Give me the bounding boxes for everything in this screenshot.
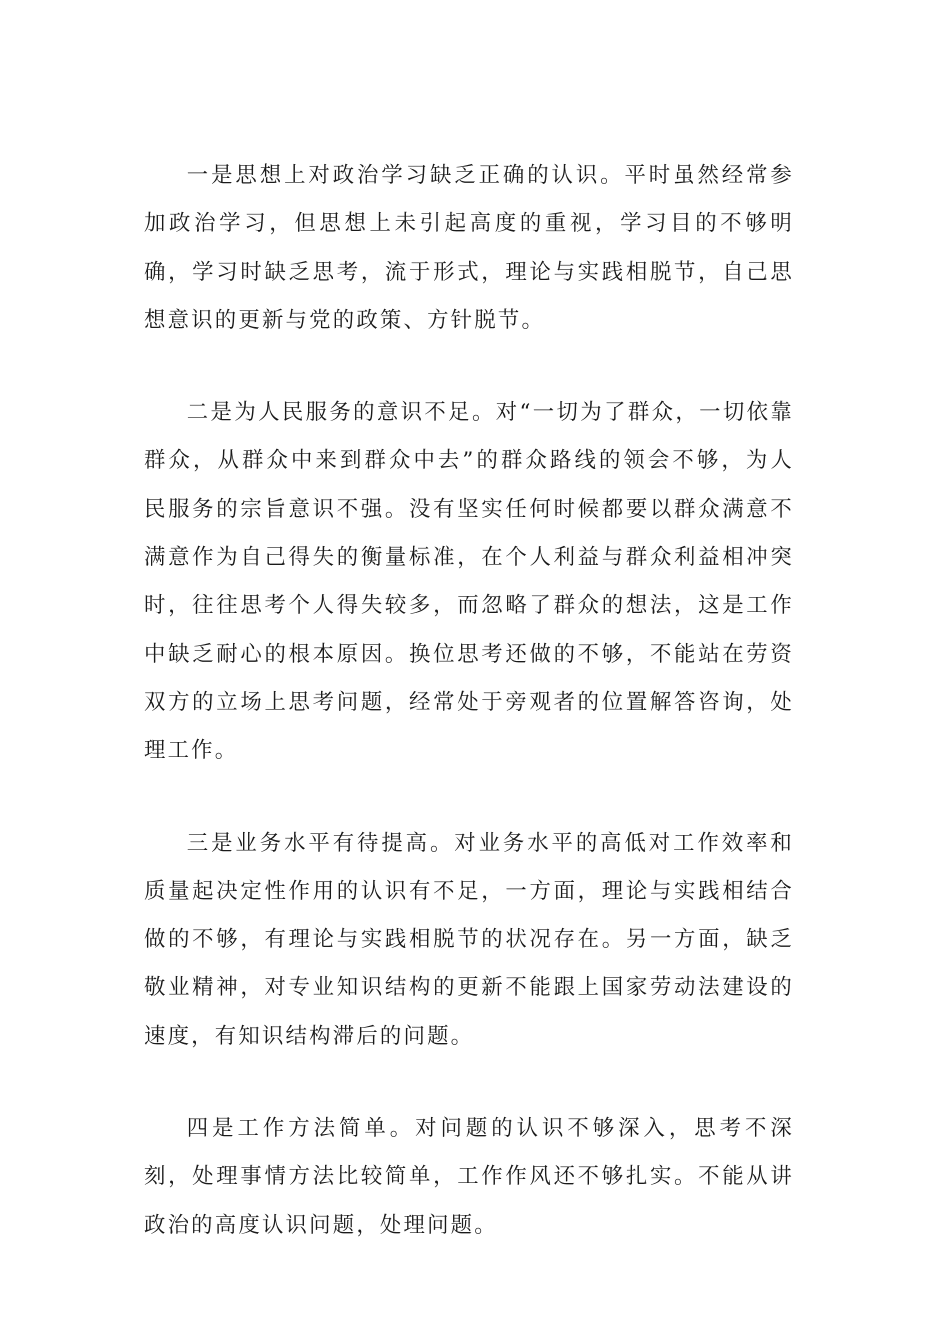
paragraph-work-methods: 四是工作方法简单。对问题的认识不够深入，思考不深刻，处理事情方法比较简单，工作作风还不够扎实。不能从讲政治的高度认识问题，处理问题。 [144, 1116, 794, 1238]
paragraph-business-level: 三是业务水平有待提高。对业务水平的高低对工作效率和质量起决定性作用的认识有不足，一方面，理论与实践相结合做的不够，有理论与实践相脱节的状况存在。另一方面，缺乏敬业精神，对专业知识结构的更新不能跟上国家劳动法建设的速度，有知识结构滞后的问题。 [144, 830, 794, 1049]
paragraph-political-study: 一是思想上对政治学习缺乏正确的认识。平时虽然经常参加政治学习，但思想上未引起高度的重视，学习目的不够明确，学习时缺乏思考，流于形式，理论与实践相脱节，自己思想意识的更新与党的政策、方针脱节。 [144, 163, 794, 333]
paragraph-serving-people: 二是为人民服务的意识不足。对“一切为了群众，一切依靠群众，从群众中来到群众中去”的群众路线的领会不够，为人民服务的宗旨意识不强。没有坚实任何时候都要以群众满意不满意作为自己得失的衡量标准，在个人利益与群众利益相冲突时，往往思考个人得失较多，而忽略了群众的想法，这是工作中缺乏耐心的根本原因。换位思考还做的不够，不能站在劳资双方的立场上思考问题，经常处于旁观者的位置解答咨询，处理工作。 [144, 400, 794, 764]
document-body [144, 152, 794, 1250]
